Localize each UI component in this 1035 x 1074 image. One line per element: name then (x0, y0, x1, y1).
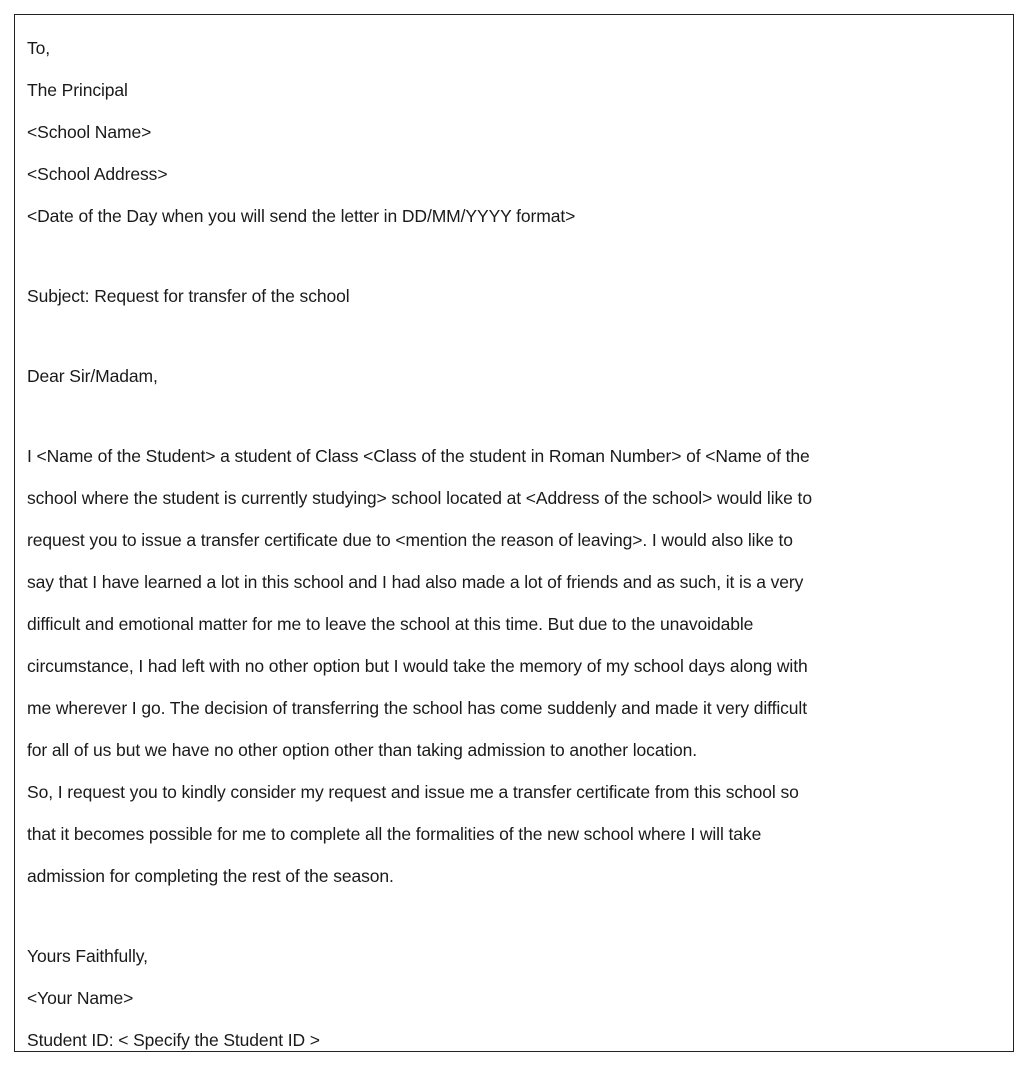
letter-body (27, 435, 1001, 897)
body-line: request you to issue a transfer certificate due to <mention the reason of leaving>. I would also like to (27, 530, 793, 550)
letter-frame (14, 14, 1014, 1052)
spacer (27, 317, 1001, 355)
address-line-to: To, (27, 38, 51, 58)
body-line: difficult and emotional matter for me to leave the school at this time. But due to the unavoidable (27, 614, 754, 634)
salutation: Dear Sir/Madam, (27, 366, 158, 386)
body-line: I <Name of the Student> a student of Class <Class of the student in Roman Number> of <Name of the (27, 446, 810, 466)
signature-name: <Your Name> (27, 988, 134, 1008)
subject-line: Subject: Request for transfer of the school (27, 286, 350, 306)
body-line: that it becomes possible for me to complete all the formalities of the new school where I will take (27, 824, 762, 844)
body-line: So, I request you to kindly consider my request and issue me a transfer certificate from this school so (27, 782, 799, 802)
address-line-school-address: <School Address> (27, 164, 168, 184)
spacer (27, 897, 1001, 935)
body-line: say that I have learned a lot in this school and I had also made a lot of friends and as such, it is a very (27, 572, 804, 592)
body-line: me wherever I go. The decision of transferring the school has come suddenly and made it very difficult (27, 698, 807, 718)
body-line: for all of us but we have no other option other than taking admission to another location. (27, 740, 698, 760)
closing: Yours Faithfully, (27, 946, 148, 966)
address-block (27, 27, 1001, 237)
address-line-recipient: The Principal (27, 80, 128, 100)
signature-block (27, 935, 1001, 1061)
body-line: circumstance, I had left with no other option but I would take the memory of my school days along with (27, 656, 808, 676)
spacer (27, 237, 1001, 275)
address-line-school-name: <School Name> (27, 122, 152, 142)
address-line-date: <Date of the Day when you will send the letter in DD/MM/YYYY format> (27, 206, 576, 226)
body-line: school where the student is currently studying> school located at <Address of the school> would like to (27, 488, 812, 508)
student-id-line: Student ID: < Specify the Student ID > (27, 1030, 320, 1050)
body-line: admission for completing the rest of the season. (27, 866, 394, 886)
spacer (27, 397, 1001, 435)
